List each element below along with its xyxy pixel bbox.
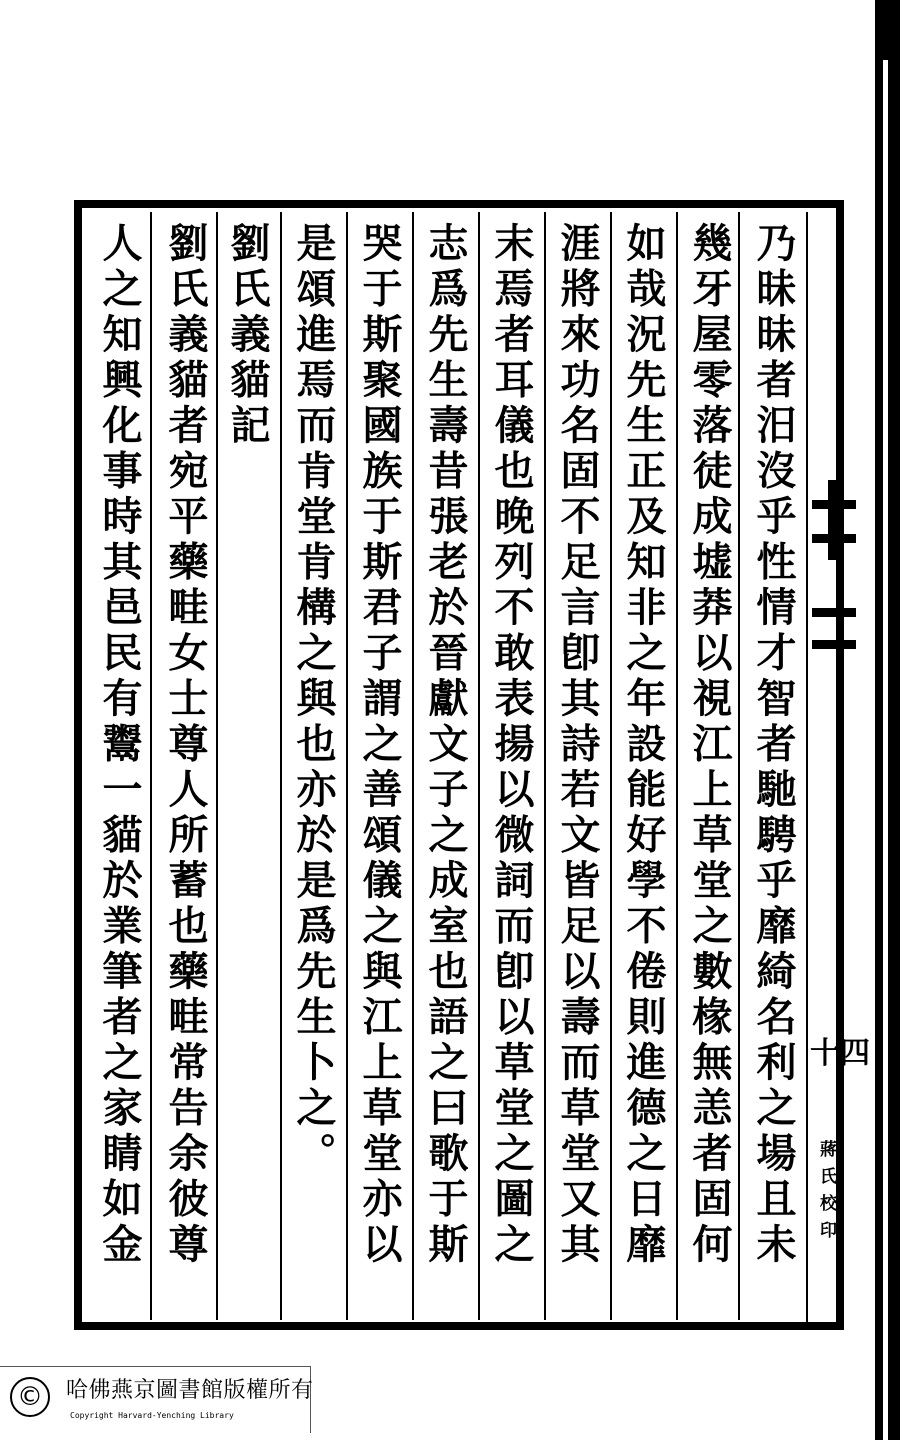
column-rule <box>610 212 612 1320</box>
column-text: 是頌進焉而肯堂肯構之與也亦於是爲先生卜之。 <box>290 222 337 1178</box>
copyright-chinese: 哈佛燕京圖書館版權所有 <box>66 1378 314 1403</box>
text-column-3 <box>616 212 670 1320</box>
copyright-english: Copyright Harvard-Yenching Library <box>70 1411 234 1420</box>
column-rule <box>738 212 740 1320</box>
column-text: 哭于斯聚國族于斯君子謂之善頌儀之與江上草堂亦以 <box>356 222 403 1269</box>
column-rule <box>412 212 414 1320</box>
text-column-8 <box>286 212 340 1320</box>
text-column-4 <box>550 212 604 1320</box>
column-rule <box>346 212 348 1320</box>
text-column-10 <box>158 212 212 1320</box>
column-text: 末焉者耳儀也晚列不敢表揚以微詞而卽以草堂之圖之 <box>488 222 535 1269</box>
fold-margin-mark <box>808 480 858 700</box>
column-rule <box>676 212 678 1320</box>
text-column-6 <box>418 212 472 1320</box>
column-text: 幾牙屋零落徒成墟莽以視江上草堂之數椽無恙者固何 <box>686 222 733 1269</box>
column-rule <box>280 212 282 1320</box>
margin-bar <box>812 608 856 617</box>
column-text: 人之知興化事時其邑民有鬻一貓於業筆者之家睛如金 <box>96 222 143 1269</box>
column-text: 劉氏義貓記 <box>224 222 271 450</box>
seal-box <box>806 1132 842 1328</box>
section-title <box>220 212 274 1320</box>
column-text: 如哉況先生正及知非之年設能好學不倦則進德之日靡 <box>620 222 667 1269</box>
text-column-5 <box>484 212 538 1320</box>
column-rule <box>216 212 218 1320</box>
column-text: 乃昧昧者汨沒乎性情才智者馳騁乎靡綺名利之場且未 <box>750 222 797 1269</box>
copyright-icon: © <box>10 1377 50 1417</box>
column-text: 劉氏義貓者宛平藥畦女士尊人所蓄也藥畦常告余彼尊 <box>162 222 209 1269</box>
seal-text: 蔣氏校印 <box>816 1140 836 1248</box>
column-text: 涯將來功名固不足言卽其詩若文皆足以壽而草堂又其 <box>554 222 601 1269</box>
text-column-11 <box>92 212 146 1320</box>
column-rule <box>544 212 546 1320</box>
column-text: 志爲先生壽昔張老於晉獻文子之成室也語之曰歌于斯 <box>422 222 469 1269</box>
text-column-2 <box>682 212 736 1320</box>
copyright-notice <box>0 1366 314 1433</box>
column-rule <box>150 212 152 1320</box>
margin-bar <box>828 480 837 560</box>
page-number: 十四 <box>810 1036 870 1071</box>
margin-bar <box>812 640 856 649</box>
spine-gap <box>883 60 888 1440</box>
text-column-7 <box>352 212 406 1320</box>
column-rule <box>478 212 480 1320</box>
text-column-1 <box>746 212 800 1320</box>
